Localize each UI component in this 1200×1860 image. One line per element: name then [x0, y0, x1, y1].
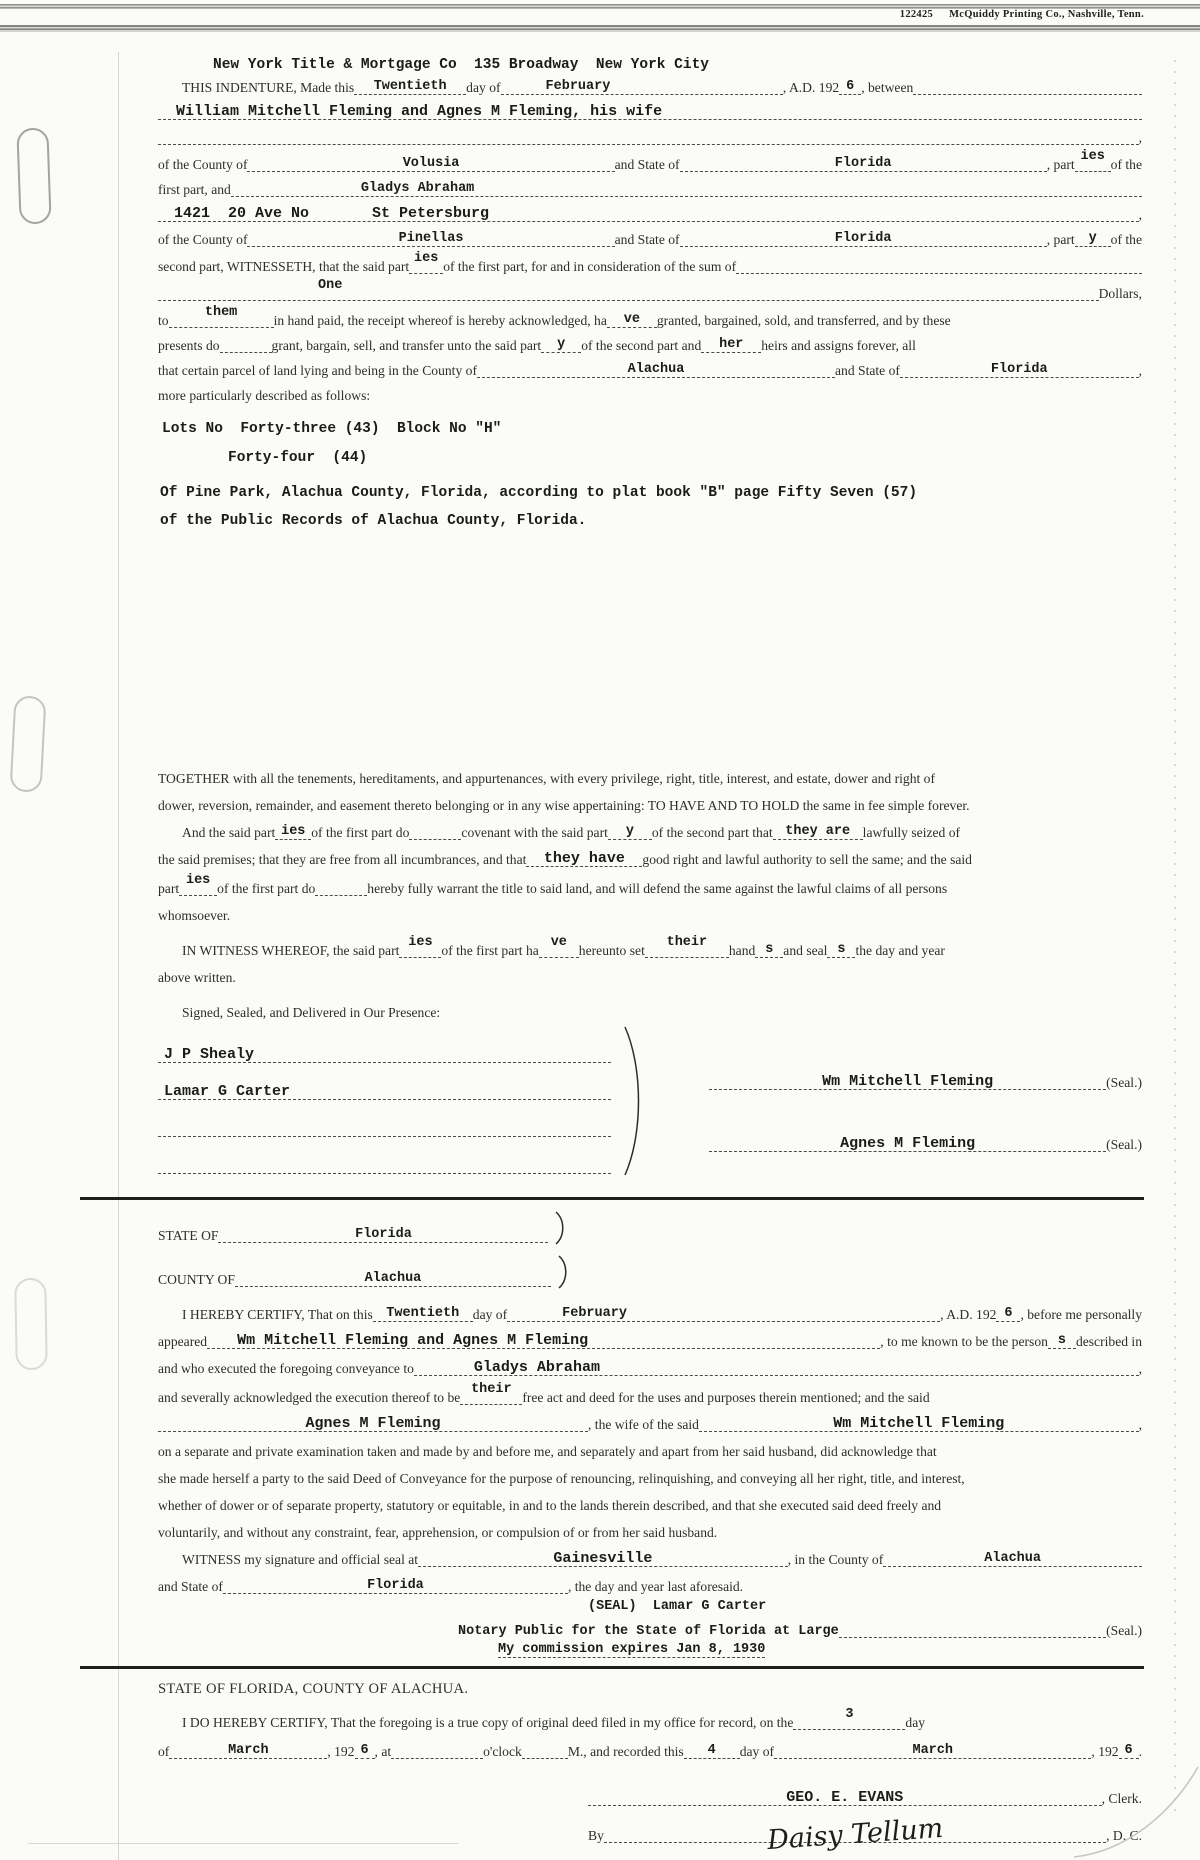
printed-text: day [905, 1715, 926, 1730]
printed-text: first part, and [158, 182, 231, 197]
typed-entry: 1421 20 Ave No St Petersburg [174, 205, 490, 222]
printed-text: of the County of [158, 157, 248, 172]
described-line [158, 383, 1142, 408]
certify-line-4 [158, 1383, 1142, 1410]
spacer [158, 531, 1142, 766]
grantor-signature: Agnes M Fleming [840, 1135, 976, 1152]
printed-text: , part [1046, 157, 1075, 172]
recording-certify-line [182, 1708, 1142, 1735]
printed-text: to [158, 313, 169, 328]
printed-text: voluntarily, and without any constraint, fear, apprehension, or compulsion of or from her said husband. [158, 1525, 718, 1540]
witness-signature: Lamar G Carter [164, 1083, 291, 1100]
fill-field [169, 1744, 327, 1759]
covenant-line-2 [158, 847, 1142, 872]
printed-text: of the [1110, 157, 1143, 172]
printer-imprint [900, 9, 1144, 20]
printed-text: , Clerk. [1101, 1791, 1142, 1806]
fill-field [883, 1552, 1142, 1567]
fill-field [1075, 150, 1111, 172]
printed-text: dower, reversion, remainder, and easement thereto belonging or in any wise appertaining: TO HAVE AND TO HOLD the same in fee simple forever. [158, 798, 970, 813]
first-part-county-line [158, 150, 1142, 177]
fill-field [477, 363, 835, 378]
typed-entry: Wm Mitchell Fleming [833, 1415, 1005, 1432]
printed-text: and who executed the foregoing conveyance to [158, 1361, 414, 1376]
header-rule-band-faint [0, 36, 1200, 45]
printed-text: THIS INDENTURE, Made this [182, 80, 355, 95]
punch-hole-bottom [14, 1278, 48, 1371]
fill-field [526, 852, 642, 867]
signature-line [158, 1161, 611, 1174]
fill-field [218, 1228, 548, 1243]
fill-field [158, 207, 1139, 222]
fill-field [1048, 1334, 1076, 1349]
typed-entry: them [204, 305, 238, 320]
fill-field [409, 252, 443, 274]
typed-entry: (SEAL) Lamar G Carter [588, 1599, 767, 1614]
fill-field [996, 1307, 1020, 1322]
state-aforesaid-line [158, 1574, 1142, 1599]
typed-entry: y [1088, 231, 1097, 246]
typed-entry: Alachua [364, 1271, 422, 1286]
printed-text: day of [466, 80, 501, 95]
fill-field [608, 825, 652, 840]
typed-entry: Alachua [984, 1551, 1041, 1566]
printed-text: good right and lawful authority to sell the same; and the said [642, 852, 972, 867]
printed-text: she made herself a party to the said Deed of Conveyance for the purpose of renouncing, relinquishing, and conveying all her right, title, and interest, [158, 1471, 965, 1486]
printed-text: of the first part do [311, 825, 410, 840]
typed-entry: Florida [355, 1227, 412, 1242]
typed-entry: Daisy Tellum [766, 1812, 945, 1857]
separator-rule [80, 1197, 1144, 1200]
fill-field [913, 82, 1142, 95]
legal-description-lots: Lots No Forty-three (43) Block No "H" [162, 421, 502, 437]
printed-text: presents do [158, 338, 220, 353]
fill-field [684, 1744, 740, 1759]
punch-hole-top [16, 127, 51, 224]
state-of-line [158, 1210, 1142, 1248]
fill-field [220, 340, 272, 353]
fill-field [223, 1579, 568, 1594]
typed-entry: they have [543, 850, 625, 867]
printed-text: , 192 [327, 1744, 355, 1759]
clerk-signature-line [588, 1786, 1142, 1811]
signature-line [158, 1124, 611, 1137]
signature-line [709, 1075, 1106, 1090]
in-witness-line [182, 936, 1142, 963]
fill-field [169, 306, 274, 328]
fill-field [207, 1334, 880, 1349]
printed-text: , 192 [1091, 1744, 1119, 1759]
fill-field [680, 157, 1047, 172]
printed-text: second part, WITNESSETH, that the said part [158, 259, 410, 274]
certify-line-6 [158, 1439, 1142, 1464]
fill-field [158, 105, 1142, 120]
certify-line-8 [158, 1493, 1142, 1518]
fill-field [839, 1625, 1106, 1638]
printed-text: of the first part do [217, 881, 316, 896]
certify-line-9 [158, 1520, 1142, 1545]
printed-text: , part [1046, 232, 1075, 247]
legal-description-lot2: Forty-four (44) [228, 450, 368, 466]
fill-field [247, 157, 614, 172]
fill-field [409, 827, 461, 840]
printed-text: described in [1075, 1334, 1142, 1349]
printer-name: McQuiddy Printing Co., Nashville, Tenn. [949, 9, 1144, 20]
typed-entry: Twentieth [373, 79, 447, 94]
fill-field [1119, 1744, 1139, 1759]
printed-text: By [588, 1828, 604, 1843]
printed-text: on a separate and private examination taken and made by and before me, and separately and apart from her said husband, did acknowledge that [158, 1444, 937, 1459]
fill-field [645, 936, 729, 958]
printed-text: COUNTY OF [158, 1272, 235, 1287]
printed-text: the said premises; that they are free from all incumbrances, and that [158, 852, 527, 867]
fill-field [315, 883, 367, 896]
printed-text: M., and recorded this [567, 1744, 684, 1759]
witnesseth-line [158, 252, 1142, 279]
certify-line-2 [158, 1329, 1142, 1354]
typed-entry: 3 [845, 1707, 854, 1722]
page-bottom-edge-line [28, 1843, 458, 1844]
grantee-line [158, 177, 1142, 202]
fill-field [541, 338, 581, 353]
typed-entry: ve [623, 312, 640, 327]
printed-text: TOGETHER with all the tenements, hereditaments, and appurtenances, with every privilege, right, title, interest, and estate, dower and right of [158, 771, 936, 786]
printed-text: , the wife of the said [588, 1417, 699, 1432]
typed-entry: Notary Public for the State of Florida at Large [458, 1624, 839, 1639]
indenture-opening-line [182, 75, 1142, 100]
printed-text: , D. C. [1106, 1828, 1142, 1843]
fill-field [354, 80, 466, 95]
printed-text: of the second part that [651, 825, 773, 840]
printed-text: Dollars, [1098, 286, 1142, 301]
printed-text: more particularly described as follows: [158, 388, 371, 403]
fill-field [736, 261, 1142, 274]
typed-entry: February [562, 1306, 627, 1321]
covenant-line-1 [182, 820, 1142, 845]
printed-text: that certain parcel of land lying and being in the County of [158, 363, 477, 378]
typed-entry: March [228, 1743, 269, 1758]
printed-text: IN WITNESS WHEREOF, the said part [182, 943, 400, 958]
certify-line-7 [158, 1466, 1142, 1491]
fill-field [231, 182, 1142, 197]
printer-job-number: 122425 [899, 9, 934, 20]
brace-mark [557, 1254, 570, 1290]
printed-text: STATE OF [158, 1228, 219, 1243]
fill-field [793, 1708, 905, 1730]
fill-field [507, 1307, 940, 1322]
typed-entry: Wm Mitchell Fleming and Agnes M Fleming [237, 1332, 589, 1349]
printed-text: , A.D. 192 [782, 80, 840, 95]
witness-seal-line [182, 1547, 1142, 1572]
printed-text: and seal [783, 943, 828, 958]
typed-entry: Gainesville [553, 1550, 653, 1567]
printed-text: hereby fully warrant the title to said land, and will defend the same against the lawful claims of all persons [367, 881, 948, 896]
habendum-line-1 [158, 766, 1142, 791]
typed-entry: y [557, 337, 566, 352]
presence-heading [182, 1000, 1142, 1025]
fill-field [604, 1812, 1106, 1857]
fill-field [235, 1272, 551, 1287]
fill-field [699, 1417, 1139, 1432]
fill-field [827, 943, 855, 958]
notary-commission-line [498, 1643, 1142, 1662]
witness-column [158, 1029, 611, 1177]
fill-field [158, 1417, 588, 1432]
typed-entry: Florida [367, 1578, 424, 1593]
receipt-line [158, 306, 1142, 333]
printed-text: grant, bargain, sell, and transfer unto the said part [271, 338, 542, 353]
typed-entry: 6 [846, 79, 855, 94]
recording-heading [158, 1677, 1142, 1702]
typed-entry: Pinellas [398, 231, 464, 246]
typed-entry: One [318, 278, 343, 293]
witness-signature-row [158, 1103, 611, 1140]
typed-entry: 4 [707, 1743, 716, 1758]
notary-seal-name-line [588, 1599, 1142, 1618]
fill-field [900, 363, 1139, 378]
printed-text: whomsoever. [158, 908, 231, 923]
legal-description-records: of the Public Records of Alachua County, Florida. [160, 513, 587, 529]
printed-text: covenant with the said part [461, 825, 608, 840]
printed-text: , [1138, 363, 1142, 378]
fill-field [773, 825, 863, 840]
printed-text: (Seal.) [1106, 1623, 1142, 1638]
page-curl-line [1070, 1765, 1200, 1860]
typed-company-line: New York Title & Mortgage Co 135 Broadway New York City [213, 57, 709, 73]
printed-text: of [158, 1744, 170, 1759]
typed-entry: My commission expires Jan 8, 1930 [498, 1642, 766, 1657]
typed-entry: Florida [990, 362, 1048, 377]
fill-field [373, 1307, 473, 1322]
printed-text: WITNESS my signature and official seal at [182, 1552, 419, 1567]
page-fold-line [118, 52, 119, 1860]
printed-text: of the second part and [581, 338, 702, 353]
fill-field [247, 232, 614, 247]
printed-text: part [158, 881, 180, 896]
printed-text: , at [374, 1744, 392, 1759]
printed-text: STATE OF FLORIDA, COUNTY OF ALACHUA. [158, 1681, 469, 1697]
separator-rule [80, 1666, 1144, 1669]
printed-text: , to me known to be the person [880, 1334, 1048, 1349]
printed-text: above written. [158, 970, 236, 985]
printed-text: , in the County of [787, 1552, 884, 1567]
printed-text: day of [739, 1744, 775, 1759]
typed-entry: ies [408, 935, 433, 950]
printed-text: hereunto set [578, 943, 645, 958]
printed-text: granted, bargained, sold, and transferred, and by these [656, 313, 951, 328]
grantor-signature: Wm Mitchell Fleming [822, 1073, 994, 1090]
covenant-line-3 [158, 874, 1142, 901]
typed-entry: February [545, 79, 611, 94]
printed-text: , [1138, 207, 1142, 222]
printed-text: o'clock [483, 1744, 522, 1759]
printed-text: , [1138, 1417, 1142, 1432]
fill-field [755, 943, 783, 958]
typed-entry: Gladys Abraham [473, 1359, 600, 1376]
brace-mark [557, 1254, 570, 1290]
printed-text: and State of [614, 157, 680, 172]
typed-entry: s [765, 942, 774, 957]
certify-line-3 [158, 1356, 1142, 1381]
typed-entry: Florida [834, 231, 892, 246]
above-written-line [158, 965, 1142, 990]
fill-field [1075, 232, 1111, 247]
typed-entry: Twentieth [386, 1306, 460, 1321]
printed-text: , between [861, 80, 914, 95]
typed-entry: s [837, 942, 846, 957]
typed-entry: William Mitchell Fleming and Agnes M Fleming, his wife [176, 103, 663, 120]
typed-entry: Agnes M Fleming [305, 1415, 441, 1432]
recording-date-line [158, 1739, 1142, 1764]
header-rule-band-mid [0, 25, 1200, 32]
brace-mark [623, 1025, 645, 1177]
fill-field [158, 132, 1139, 145]
printed-text: Signed, Sealed, and Delivered in Our Presence: [182, 1005, 441, 1020]
deed-body [158, 52, 1143, 1857]
signature-line [709, 1137, 1106, 1152]
certify-line-5 [158, 1412, 1142, 1437]
scan-edge-speckles [1174, 60, 1176, 1820]
fill-field [414, 1361, 1139, 1376]
printed-text: free act and deed for the uses and purposes therein mentioned; and the said [522, 1390, 930, 1405]
printed-text: hand [728, 943, 756, 958]
fill-field [179, 874, 217, 896]
fill-field [607, 313, 657, 328]
typed-entry: ies [414, 251, 439, 266]
typed-entry: ies [1080, 149, 1105, 164]
printed-text: whether of dower or of separate property, statutory or equitable, in and to the lands therein described, and that she executed said deed freely and [158, 1498, 942, 1513]
fill-field [501, 80, 783, 95]
printed-text: appeared [158, 1334, 208, 1349]
parcel-county-line [158, 358, 1142, 383]
typed-entry: y [625, 824, 634, 839]
typed-entry: her [719, 337, 744, 352]
signature-block [158, 1029, 1142, 1187]
printed-text: the day and year [855, 943, 945, 958]
typed-entry: GEO. E. EVANS [786, 1789, 904, 1806]
printed-text: of the first part, for and in consideration of the sum of [443, 259, 737, 274]
fill-field [460, 1383, 522, 1405]
witness-signature: J P Shealy [164, 1046, 255, 1063]
fill-field [355, 1744, 375, 1759]
printed-text: day of [472, 1307, 508, 1322]
brace-mark [554, 1210, 567, 1246]
certify-line-1 [182, 1302, 1142, 1327]
printed-text: in hand paid, the receipt whereof is hereby acknowledged, ha [273, 313, 607, 328]
grantor-signature-row [709, 1095, 1142, 1157]
fill-field [399, 936, 441, 958]
printed-text: heirs and assigns forever, all [761, 338, 916, 353]
printed-text: of the County of [158, 232, 248, 247]
typed-entry: ies [185, 873, 211, 888]
habendum-line-2 [158, 793, 1142, 818]
seal-label: (Seal.) [1106, 1137, 1142, 1152]
printed-text: , before me personally [1020, 1307, 1142, 1322]
fill-field [701, 338, 761, 353]
grant-line [158, 333, 1142, 358]
fill-field [588, 1791, 1102, 1806]
deputy-clerk-line [588, 1812, 1142, 1857]
grantee-address-line [158, 202, 1142, 227]
consideration-line [158, 279, 1142, 306]
typed-entry: 6 [1004, 1306, 1013, 1321]
county-of-line [158, 1254, 1142, 1292]
signature-line [158, 1048, 611, 1063]
legal-description-plat: Of Pine Park, Alachua County, Florida, according to plat book "B" page Fifty Seven (57) [160, 485, 918, 501]
printed-text: I DO HEREBY CERTIFY, That the foregoing is a true copy of original deed filed in my office for record, on the [182, 1715, 794, 1730]
typed-entry: Florida [834, 156, 892, 171]
fill-field [418, 1552, 788, 1567]
printed-text: , the day and year last aforesaid. [567, 1579, 744, 1594]
fill-field [158, 279, 1099, 301]
printed-text: and severally acknowledged the execution thereof to be [158, 1390, 461, 1405]
notary-title-line [458, 1618, 1142, 1643]
typed-entry: 6 [1124, 1743, 1133, 1758]
printed-text: of the [1110, 232, 1143, 247]
printed-text: lawfully seized of [862, 825, 961, 840]
typed-entry: their [666, 935, 708, 950]
brace-mark [554, 1210, 567, 1246]
printed-text: and State of [834, 363, 900, 378]
blank-fill-line [158, 125, 1142, 150]
second-part-county-line [158, 227, 1142, 252]
fill-field [539, 936, 579, 958]
punch-hole-middle [10, 695, 47, 793]
typed-entry: s [1057, 1333, 1066, 1348]
typed-entry: Gladys Abraham [360, 181, 475, 196]
fill-field [774, 1744, 1091, 1759]
witness-signature-row [158, 1029, 611, 1066]
typed-entry: ve [550, 935, 567, 950]
printed-text: And the said part [182, 825, 276, 840]
seal-label: (Seal.) [1106, 1075, 1142, 1090]
printed-text: I HEREBY CERTIFY, That on this [182, 1307, 373, 1322]
printed-text: of the first part ha [441, 943, 539, 958]
grantor-signature-column [709, 1033, 1142, 1157]
typed-entry: their [471, 1382, 512, 1397]
printed-text: . [1138, 1744, 1142, 1759]
witness-signature-row [158, 1066, 611, 1103]
typed-entry: Alachua [627, 362, 685, 377]
signature-line [158, 1085, 611, 1100]
typed-entry: March [912, 1743, 953, 1758]
printed-text: , A.D. 192 [940, 1307, 997, 1322]
witness-brace [623, 1025, 645, 1177]
printed-text: , [1138, 1361, 1142, 1376]
fill-field [391, 1746, 483, 1759]
typed-entry: 6 [360, 1743, 369, 1758]
typed-entry: they are [785, 824, 851, 839]
printed-text: , [1138, 130, 1142, 145]
fill-field [275, 825, 311, 840]
grantors-line [158, 100, 1142, 125]
typed-entry: ies [281, 824, 306, 839]
fill-field [839, 80, 861, 95]
grantor-signature-row [709, 1033, 1142, 1095]
witness-signature-row [158, 1140, 611, 1177]
printed-text: and State of [614, 232, 680, 247]
covenant-line-4 [158, 903, 1142, 928]
fill-field [680, 232, 1047, 247]
typed-entry: Volusia [402, 156, 460, 171]
fill-field [522, 1746, 568, 1759]
printed-text: and State of [158, 1579, 223, 1594]
